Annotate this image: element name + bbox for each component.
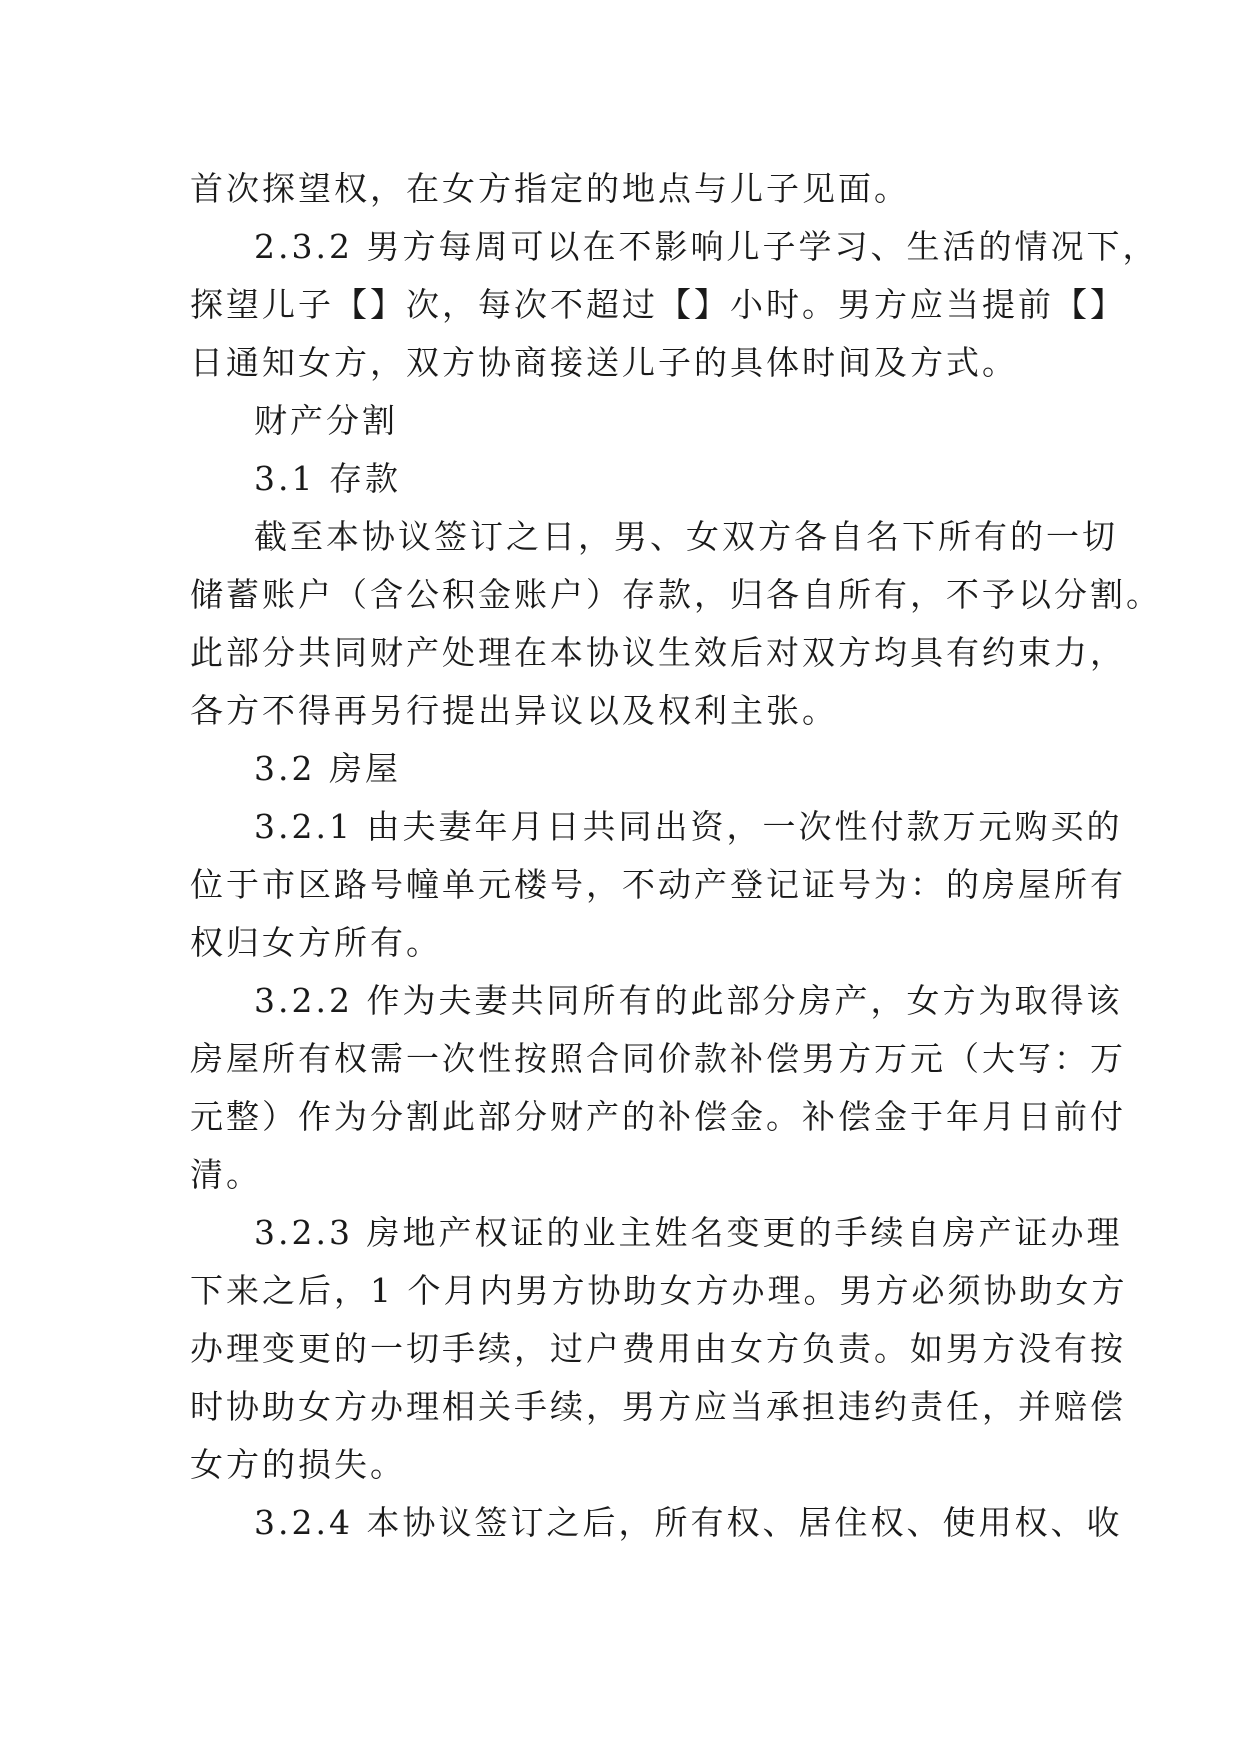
- text-line: 此部分共同财产处理在本协议生效后对双方均具有约束力，: [190, 633, 1126, 672]
- text-line: 探望儿子【】次，每次不超过【】小时。男方应当提前【】: [190, 285, 1126, 324]
- text-line: 下来之后，1 个月内男方协助女方办理。男方必须协助女方: [190, 1271, 1128, 1310]
- text-line: 清。: [190, 1155, 262, 1194]
- text-line: 权归女方所有。: [190, 923, 442, 962]
- text-line: 2.3.2 男方每周可以在不影响儿子学习、生活的情况下，: [254, 227, 1159, 266]
- text-line: 3.2.3 房地产权证的业主姓名变更的手续自房产证办理: [254, 1213, 1123, 1252]
- text-line: 日通知女方，双方协商接送儿子的具体时间及方式。: [190, 343, 1018, 382]
- text-line: 办理变更的一切手续，过户费用由女方负责。如男方没有按: [190, 1329, 1126, 1368]
- text-line: 时协助女方办理相关手续，男方应当承担违约责任，并赔偿: [190, 1387, 1126, 1426]
- text-line: 各方不得再另行提出异议以及权利主张。: [190, 691, 838, 730]
- text-line: 储蓄账户（含公积金账户）存款，归各自所有，不予以分割。: [190, 575, 1162, 614]
- text-line: 3.2.4 本协议签订之后，所有权、居住权、使用权、收: [254, 1503, 1123, 1542]
- text-line: 女方的损失。: [190, 1445, 406, 1484]
- text-line: 3.2.1 由夫妻年月日共同出资，一次性付款万元购买的: [254, 807, 1123, 846]
- text-line: 元整）作为分割此部分财产的补偿金。补偿金于年月日前付: [190, 1097, 1126, 1136]
- subsection-heading: 3.2 房屋: [254, 749, 401, 788]
- section-heading: 财产分割: [254, 401, 398, 440]
- text-line: 截至本协议签订之日，男、女双方各自名下所有的一切: [254, 517, 1118, 556]
- text-line: 3.2.2 作为夫妻共同所有的此部分房产，女方为取得该: [254, 981, 1123, 1020]
- document-body: [190, 160, 1162, 1552]
- text-line: 房屋所有权需一次性按照合同价款补偿男方万元（大写：万: [190, 1039, 1126, 1078]
- text-line: 位于市区路号幢单元楼号，不动产登记证号为：的房屋所有: [190, 865, 1126, 904]
- subsection-heading: 3.1 存款: [254, 459, 401, 498]
- text-line: 首次探望权，在女方指定的地点与儿子见面。: [190, 169, 910, 208]
